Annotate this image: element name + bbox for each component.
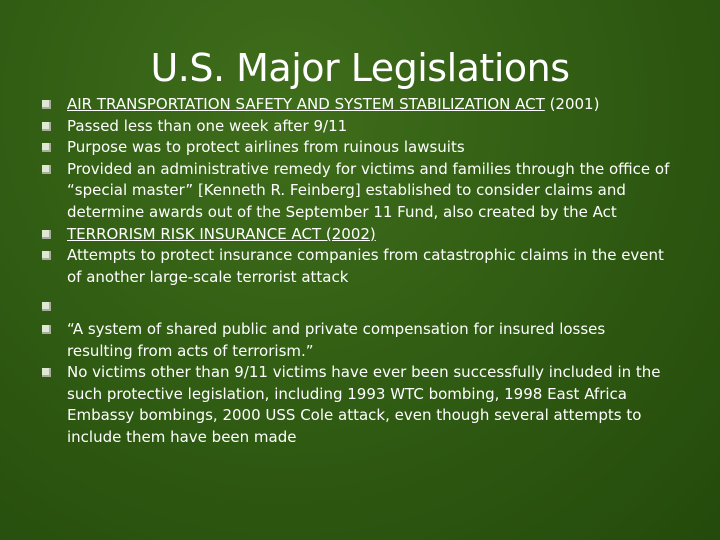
act-name-atssa: AIR TRANSPORTATION SAFETY AND SYSTEM STABILIZATION ACT (67, 95, 545, 113)
square-bullet-icon (42, 165, 51, 174)
bullet-text: Purpose was to protect airlines from ruinous lawsuits (67, 138, 465, 157)
bullet-text: No victims other than 9/11 victims have ever been successfully included in the such protective legislation, including 1993 WTC bombing, 1998 East Africa Embassy bombings, 2000 USS Cole attack, even though several attempts to include them have been made (67, 363, 661, 446)
bullet-item-empty (0, 296, 720, 318)
act-year-atssa: (2001) (544, 95, 600, 113)
bullet-text: Attempts to protect insurance companies from catastrophic claims in the event of another large-scale terrorist attack (67, 246, 664, 286)
square-bullet-icon (42, 368, 51, 377)
bullet-text: Provided an administrative remedy for victims and families through the office of “special master” [Kenneth R. Feinberg] established to consider claims and determine awards out of the September 11 Fund, also created by the Act (67, 159, 670, 221)
bullet-item-atssa (0, 94, 720, 116)
act-name-tria: TERRORISM RISK INSURANCE ACT (2002) (67, 224, 376, 243)
bullet-list (0, 94, 720, 449)
bullet-item-attempts (0, 245, 720, 288)
square-bullet-icon (42, 302, 51, 311)
bullet-text: “A system of shared public and private compensation for insured losses resulting from acts of terrorism.” (67, 319, 606, 360)
bullet-item-remedy (0, 159, 720, 224)
bullet-item-no-victims (0, 362, 720, 448)
square-bullet-icon (42, 143, 51, 152)
square-bullet-icon (42, 122, 51, 131)
bullet-item-passed (0, 116, 720, 138)
square-bullet-icon (42, 230, 51, 239)
square-bullet-icon (42, 325, 51, 334)
slide-title: U.S. Major Legislations (150, 46, 570, 90)
bullet-item-tria (0, 224, 720, 246)
bullet-item-quote (0, 319, 720, 362)
square-bullet-icon (42, 100, 51, 109)
square-bullet-icon (42, 251, 51, 260)
bullet-text: Passed less than one week after 9/11 (67, 116, 348, 135)
bullet-item-purpose (0, 137, 720, 159)
